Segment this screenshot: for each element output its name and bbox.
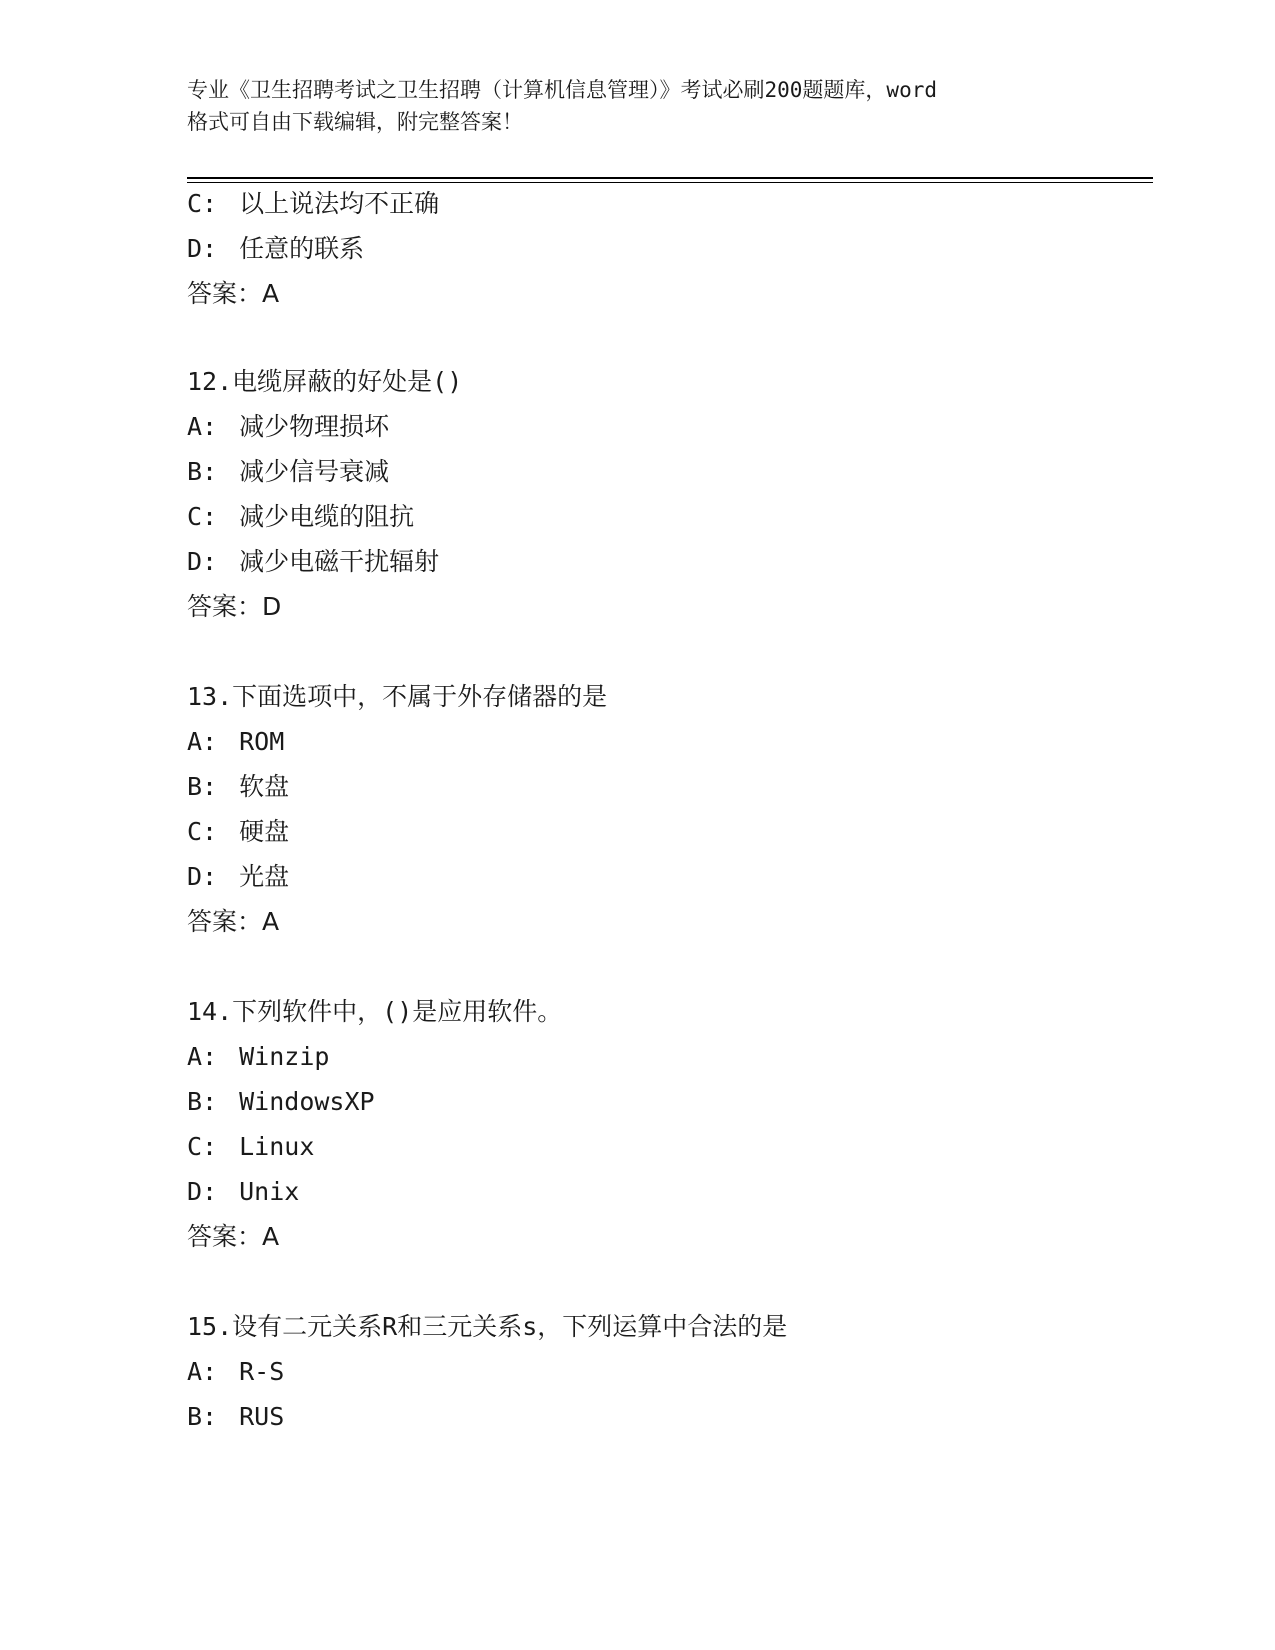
- option-text: 硬盘: [239, 817, 290, 846]
- option-text: R-S: [239, 1357, 285, 1386]
- answer-line: 答案：D: [187, 592, 282, 621]
- option-label: A:: [187, 1042, 218, 1071]
- question-stem: 14.下列软件中，()是应用软件。: [187, 997, 563, 1026]
- option-b: [187, 1086, 375, 1118]
- option-c: [187, 501, 414, 533]
- option-text: 减少电磁干扰辐射: [239, 547, 440, 576]
- option-label: C:: [187, 502, 218, 531]
- option-d: [187, 1176, 299, 1208]
- option-c: [187, 1131, 314, 1163]
- option-text: 光盘: [239, 862, 290, 891]
- option-label: B:: [187, 1087, 218, 1116]
- option-label: A:: [187, 727, 218, 756]
- answer-line: 答案：A: [187, 1222, 280, 1251]
- option-text: ROM: [239, 727, 285, 756]
- option-d: [187, 861, 289, 893]
- option-b: [187, 771, 289, 803]
- option-b: [187, 1401, 284, 1433]
- option-label: D:: [187, 862, 218, 891]
- option-a: [187, 1041, 329, 1073]
- option-label: D:: [187, 1177, 218, 1206]
- option-text: RUS: [239, 1402, 285, 1431]
- header-line-1: 专业《卫生招聘考试之卫生招聘（计算机信息管理）》考试必刷200题题库，word: [187, 78, 937, 102]
- option-text: WindowsXP: [239, 1087, 375, 1116]
- question-stem: 13.下面选项中，不属于外存储器的是: [187, 682, 608, 711]
- option-label: A:: [187, 1357, 218, 1386]
- option-label: C:: [187, 189, 218, 218]
- option-a: [187, 1356, 284, 1388]
- option-c: [187, 188, 439, 220]
- header-rule-thin: [187, 182, 1153, 183]
- document-header: [187, 74, 1107, 138]
- question-stem: 15.设有二元关系R和三元关系s，下列运算中合法的是: [187, 1312, 788, 1341]
- option-a: [187, 726, 284, 758]
- question-stem: 12.电缆屏蔽的好处是(): [187, 367, 463, 396]
- option-c: [187, 816, 289, 848]
- option-label: C:: [187, 817, 218, 846]
- header-line-2: 格式可自由下载编辑，附完整答案！: [187, 110, 523, 134]
- option-text: 减少物理损坏: [239, 412, 390, 441]
- option-text: 以上说法均不正确: [239, 189, 440, 218]
- option-text: Linux: [239, 1132, 315, 1161]
- option-label: B:: [187, 1402, 218, 1431]
- option-label: C:: [187, 1132, 218, 1161]
- option-label: D:: [187, 547, 218, 576]
- option-label: D:: [187, 234, 218, 263]
- answer-line: 答案：A: [187, 279, 280, 308]
- option-text: 任意的联系: [239, 234, 365, 263]
- option-text: Unix: [239, 1177, 300, 1206]
- header-rule-thick: [187, 177, 1153, 179]
- option-text: 软盘: [239, 772, 290, 801]
- option-d: [187, 546, 439, 578]
- option-d: [187, 233, 364, 265]
- option-a: [187, 411, 389, 443]
- option-label: A:: [187, 412, 218, 441]
- option-text: 减少信号衰减: [239, 457, 390, 486]
- option-b: [187, 456, 389, 488]
- option-label: B:: [187, 457, 218, 486]
- option-text: 减少电缆的阻抗: [239, 502, 415, 531]
- option-label: B:: [187, 772, 218, 801]
- option-text: Winzip: [239, 1042, 330, 1071]
- answer-line: 答案：A: [187, 907, 280, 936]
